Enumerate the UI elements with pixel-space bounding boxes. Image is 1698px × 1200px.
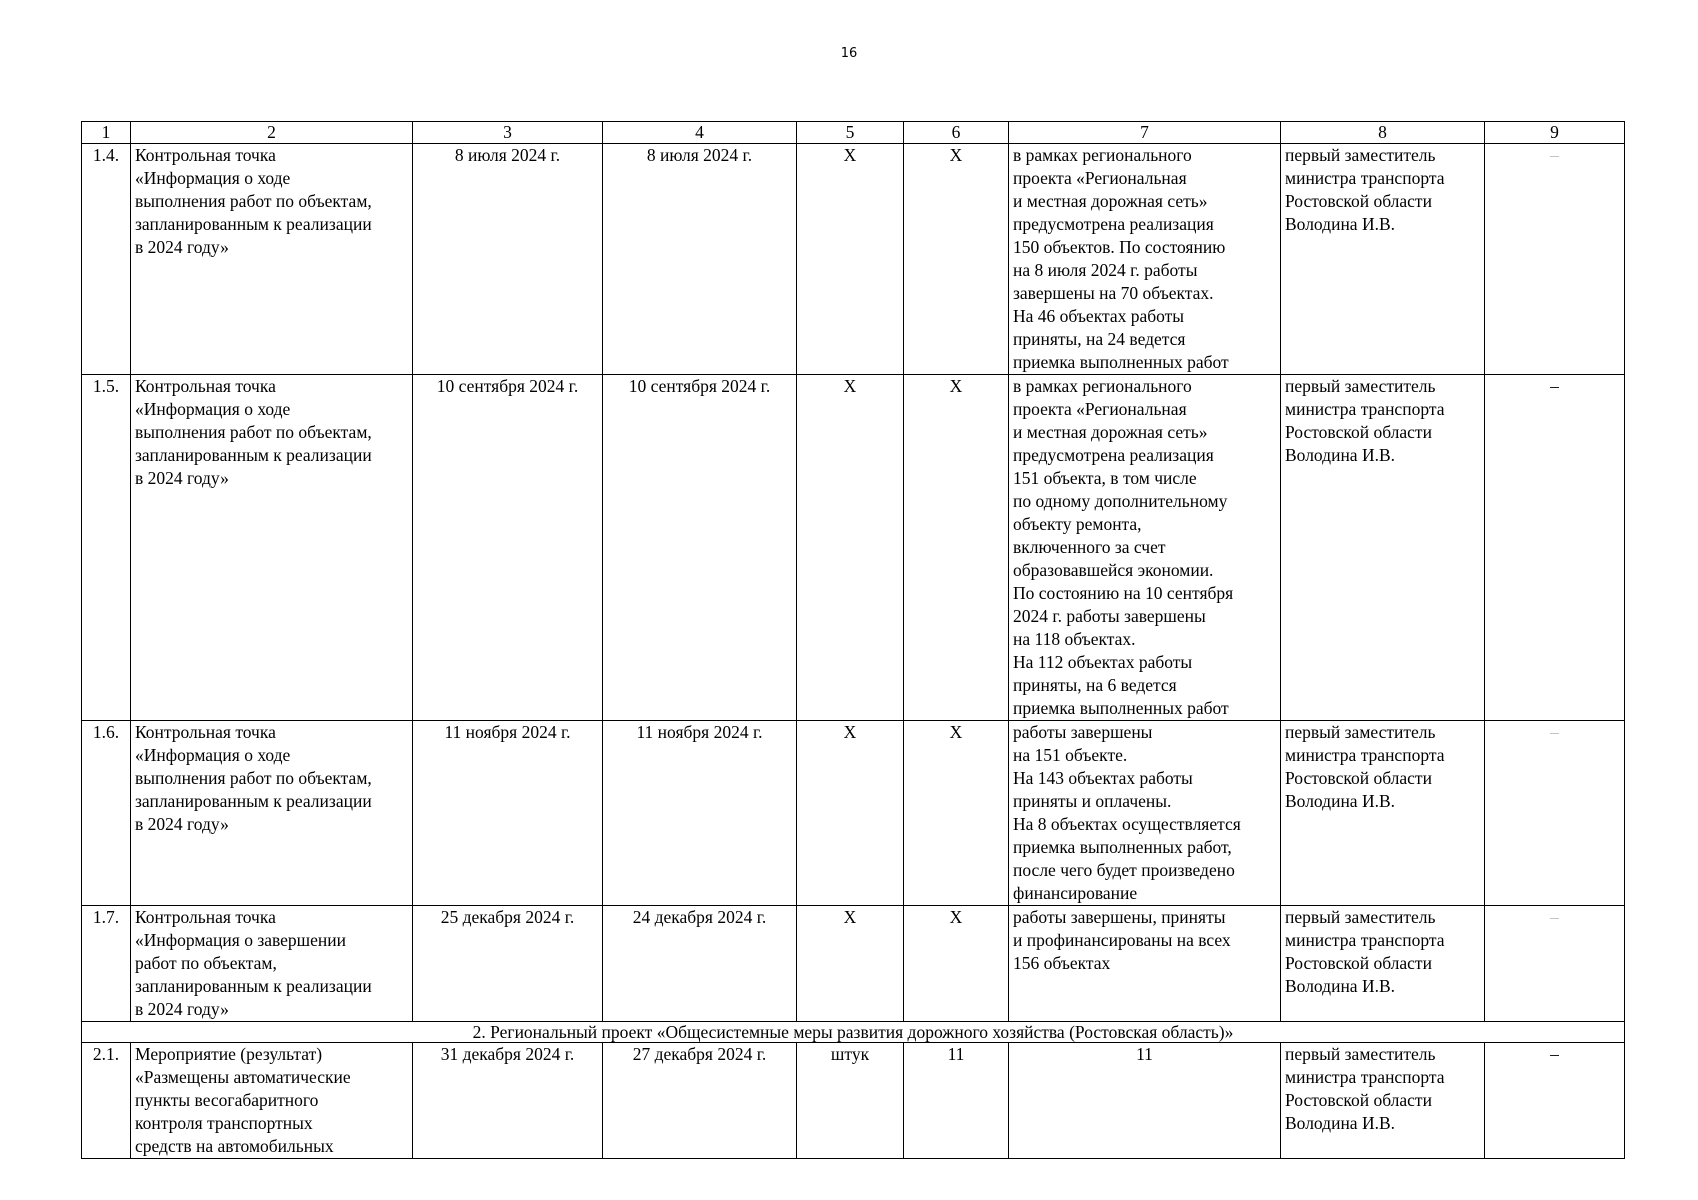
row-number: 1.6. — [82, 721, 131, 906]
plan-date: 10 сентября 2024 г. — [413, 375, 603, 721]
row-number: 2.1. — [82, 1043, 131, 1159]
column-number-row — [82, 122, 1625, 144]
row-name: Мероприятие (результат) «Размещены автоматические пункты весогабаритного контроля транспортных средств на автомобильных — [131, 1043, 413, 1159]
value-cell: X — [904, 375, 1009, 721]
report-table — [81, 121, 1625, 1159]
note-cell: – — [1485, 721, 1625, 906]
fact-date: 11 ноября 2024 г. — [603, 721, 797, 906]
note-cell: – — [1485, 906, 1625, 1022]
column-header: 6 — [904, 122, 1009, 144]
responsible-cell: первый заместитель министра транспорта Ростовской области Володина И.В. — [1281, 375, 1485, 721]
responsible-cell: первый заместитель министра транспорта Ростовской области Володина И.В. — [1281, 906, 1485, 1022]
column-header: 3 — [413, 122, 603, 144]
column-header: 4 — [603, 122, 797, 144]
unit-cell: X — [797, 721, 904, 906]
note-cell: – — [1485, 1043, 1625, 1159]
table-row — [82, 375, 1625, 721]
section-header-row — [82, 1022, 1625, 1043]
page-number: 16 — [840, 46, 858, 61]
fact-date: 10 сентября 2024 г. — [603, 375, 797, 721]
value-cell: X — [904, 906, 1009, 1022]
comment-cell: в рамках регионального проекта «Региональная и местная дорожная сеть» предусмотрена реализация 150 объектов. По состоянию на 8 июля 2024 г. работы завершены на 70 объектах. На 46 объектах работы приняты, на 24 ведется приемка выполненных работ — [1009, 144, 1281, 375]
column-header: 8 — [1281, 122, 1485, 144]
column-header: 9 — [1485, 122, 1625, 144]
row-number: 1.7. — [82, 906, 131, 1022]
row-name: Контрольная точка «Информация о ходе выполнения работ по объектам, запланированным к реализации в 2024 году» — [131, 144, 413, 375]
note-cell: – — [1485, 375, 1625, 721]
plan-date: 8 июля 2024 г. — [413, 144, 603, 375]
unit-cell: X — [797, 906, 904, 1022]
table-row — [82, 906, 1625, 1022]
column-header: 5 — [797, 122, 904, 144]
table-row — [82, 1043, 1625, 1159]
value-cell: 11 — [904, 1043, 1009, 1159]
responsible-cell: первый заместитель министра транспорта Ростовской области Володина И.В. — [1281, 721, 1485, 906]
comment-cell: в рамках регионального проекта «Региональная и местная дорожная сеть» предусмотрена реализация 151 объекта, в том числе по одному дополнительному объекту ремонта, включенного за счет образовавшейся экономии. По состоянию на 10 сентября 2024 г. работы завершены на 118 объектах. На 112 объектах работы приняты, на 6 ведется приемка выполненных работ — [1009, 375, 1281, 721]
row-number: 1.5. — [82, 375, 131, 721]
fact-date: 24 декабря 2024 г. — [603, 906, 797, 1022]
fact-date: 8 июля 2024 г. — [603, 144, 797, 375]
column-header: 2 — [131, 122, 413, 144]
section-title: 2. Региональный проект «Общесистемные меры развития дорожного хозяйства (Ростовская область)» — [82, 1022, 1625, 1043]
unit-cell: X — [797, 144, 904, 375]
plan-date: 31 декабря 2024 г. — [413, 1043, 603, 1159]
comment-cell: 11 — [1009, 1043, 1281, 1159]
comment-cell: работы завершены на 151 объекте. На 143 объектах работы приняты и оплачены. На 8 объектах осуществляется приемка выполненных работ, после чего будет произведено финансирование — [1009, 721, 1281, 906]
row-name: Контрольная точка «Информация о ходе выполнения работ по объектам, запланированным к реализации в 2024 году» — [131, 375, 413, 721]
unit-cell: штук — [797, 1043, 904, 1159]
responsible-cell: первый заместитель министра транспорта Ростовской области Володина И.В. — [1281, 144, 1485, 375]
note-cell: – — [1485, 144, 1625, 375]
table-row — [82, 721, 1625, 906]
plan-date: 11 ноября 2024 г. — [413, 721, 603, 906]
unit-cell: X — [797, 375, 904, 721]
row-number: 1.4. — [82, 144, 131, 375]
value-cell: X — [904, 721, 1009, 906]
column-header: 7 — [1009, 122, 1281, 144]
responsible-cell: первый заместитель министра транспорта Ростовской области Володина И.В. — [1281, 1043, 1485, 1159]
comment-cell: работы завершены, приняты и профинансированы на всех 156 объектах — [1009, 906, 1281, 1022]
row-name: Контрольная точка «Информация о завершении работ по объектам, запланированным к реализации в 2024 году» — [131, 906, 413, 1022]
column-header: 1 — [82, 122, 131, 144]
fact-date: 27 декабря 2024 г. — [603, 1043, 797, 1159]
value-cell: X — [904, 144, 1009, 375]
row-name: Контрольная точка «Информация о ходе выполнения работ по объектам, запланированным к реализации в 2024 году» — [131, 721, 413, 906]
plan-date: 25 декабря 2024 г. — [413, 906, 603, 1022]
table-row — [82, 144, 1625, 375]
